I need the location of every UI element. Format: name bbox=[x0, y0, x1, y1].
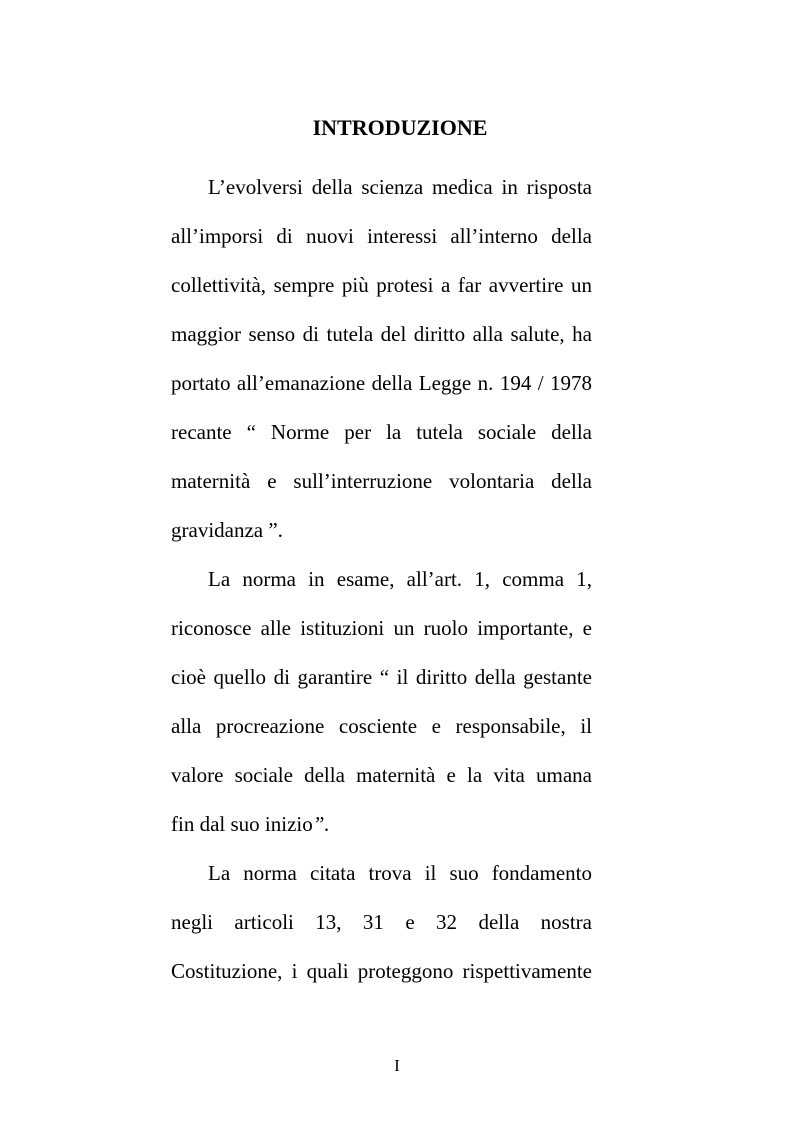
text-line: cioè quello di garantire “ il diritto della gestante bbox=[171, 665, 592, 689]
text-line: Costituzione, i quali proteggono rispettivamente bbox=[171, 959, 592, 983]
text-line: riconosce alle istituzioni un ruolo importante, e bbox=[171, 616, 592, 640]
text-line: negli articoli 13, 31 e 32 della nostra bbox=[171, 910, 592, 934]
text-line: alla procreazione cosciente e responsabile, il bbox=[171, 714, 592, 738]
text-line-group bbox=[171, 800, 592, 849]
text-line: all’imporsi di nuovi interessi all’interno della bbox=[171, 224, 592, 248]
text-line: valore sociale della maternità e la vita umana bbox=[171, 763, 592, 787]
text-line: La norma citata trova il suo fondamento bbox=[208, 861, 592, 885]
text-line: collettività, sempre più protesi a far avvertire un bbox=[171, 273, 592, 297]
page-number: I bbox=[394, 1056, 400, 1075]
text-line: maggior senso di tutela del diritto alla salute, ha bbox=[171, 322, 592, 346]
text-line: portato all’emanazione della Legge n. 194 / 1978 bbox=[171, 371, 592, 395]
text-line: L’evolversi della scienza medica in risposta bbox=[208, 175, 592, 199]
text-line: maternità e sull’interruzione volontaria della bbox=[171, 469, 592, 493]
page-title: INTRODUZIONE bbox=[312, 115, 488, 140]
text-line: fin dal suo inizio bbox=[171, 812, 313, 836]
closing-quote: ”. bbox=[312, 812, 330, 836]
body-text bbox=[171, 163, 592, 996]
text-line: gravidanza ”. bbox=[171, 518, 283, 542]
text-line: La norma in esame, all’art. 1, comma 1, bbox=[208, 567, 592, 591]
text-line: recante “ Norme per la tutela sociale della bbox=[171, 420, 592, 444]
